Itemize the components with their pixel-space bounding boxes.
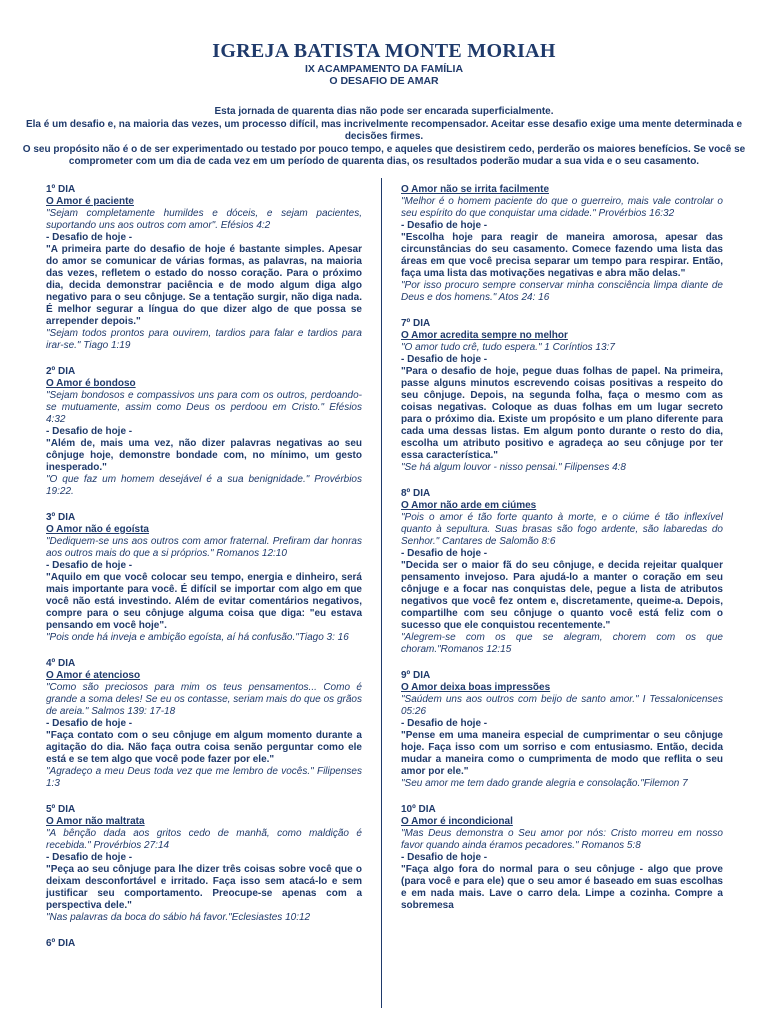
challenge-text: "A primeira parte do desafio de hoje é bastante simples. Apesar do amor se comunicar de várias formas, as palavras, na maioria das vezes, refletem o estado do nosso coração. Para o próximo dia, decida demonstrar paciência e de modo algum diga algo negativo para o seu cônjuge. Se a tentação surgir, não diga nada. É melhor segurar a língua do que dizer algo de que possa se arrepender depois." (46, 244, 362, 327)
challenge-text: "Aquilo em que você colocar seu tempo, energia e dinheiro, será mais importante para você. É difícil se importar com algo em que você não está investindo. Além de evitar comentários negativos, compre para o seu cônjuge alguma coisa que diga: "eu estava pensando em você hoje". (46, 572, 362, 631)
intro-text (22, 106, 746, 169)
closing-verse: "Alegrem-se com os que se alegram, chorem com os que choram."Romanos 12:15 (401, 632, 723, 655)
day-title: 8º DIA (401, 488, 431, 499)
closing-verse: "Pois onde há inveja e ambição egoísta, aí há confusão."Tiago 3: 16 (46, 632, 349, 643)
day-theme: O Amor não se irrita facilmente (401, 184, 550, 195)
day-title: 6º DIA (46, 938, 76, 949)
challenge-label: - Desafio de hoje - (401, 718, 488, 729)
closing-verse: "Seu amor me tem dado grande alegria e consolação."Filemon 7 (401, 778, 688, 789)
day-verse: "Melhor é o homem paciente do que o guerreiro, mais vale controlar o seu espírito do que conquistar uma cidade." Provérbios 16:32 (401, 196, 723, 219)
day-title: 3º DIA (46, 512, 76, 523)
challenge-text: "Faça algo fora do normal para o seu cônjuge - algo que prove (para você e para ele) que o seu amor é baseado em suas escolhas e em nada mais. Lave o carro dela. Limpe a cozinha. Compre a sobremesa (401, 864, 723, 911)
day-theme: O Amor é incondicional (401, 816, 513, 827)
day-section (46, 658, 362, 790)
day-theme: O Amor não é egoísta (46, 524, 149, 535)
closing-verse: "Nas palavras da boca do sábio há favor."Eclesiastes 10:12 (46, 912, 311, 923)
day-verse: "Mas Deus demonstra o Seu amor por nós: Cristo morreu em nosso favor quando ainda éramos pecadores." Romanos 5:8 (401, 828, 723, 851)
day-title: 5º DIA (46, 804, 76, 815)
challenge-label: - Desafio de hoje - (401, 548, 488, 559)
intro-paragraph: O seu propósito não é o de ser experimentado ou testado por pouco tempo, e aqueles que desistirem cedo, perderão os maiores benefícios. Se você se comprometer com um dia de cada vez em um período de quarenta dias, os resultados poderão mudar a sua vida e o seu casamento. (22, 143, 746, 167)
day-theme: O Amor é bondoso (46, 378, 136, 389)
day-section (401, 488, 723, 656)
document-subtitle: O DESAFIO DE AMAR (329, 75, 439, 87)
day-section (46, 184, 362, 352)
day-verse: "Pois o amor é tão forte quanto à morte, e o ciúme é tão inflexível quanto à sepultura. Suas brasas são fogo ardente, são labaredas do Senhor." Cantares de Salomão 8:6 (401, 512, 723, 547)
document-header (0, 40, 768, 87)
left-column (46, 184, 362, 964)
challenge-text: "Decida ser o maior fã do seu cônjuge, e decida rejeitar qualquer pensamento invejoso. Para ajudá-lo a manter o coração em seu cônjuge e a focar nas conquistas dele, pegue a lista de atributos negativos que você fez ontem e, discretamente, queime-a. Depois, compartilhe com seu cônjuge o quanto você está feliz com o sucesso que ele conquistou recentemente." (401, 560, 723, 631)
challenge-label: - Desafio de hoje - (46, 232, 133, 243)
column-divider (381, 178, 382, 1008)
day-title: 10º DIA (401, 804, 436, 815)
closing-verse: "O que faz um homem desejável é a sua benignidade." Provérbios 19:22. (46, 474, 362, 497)
day-title: 7º DIA (401, 318, 431, 329)
day-title: 9º DIA (401, 670, 431, 681)
day-section (401, 670, 723, 790)
closing-verse: "Sejam todos prontos para ouvirem, tardios para falar e tardios para irar-se." Tiago 1:19 (46, 328, 362, 351)
day-verse: "O amor tudo crê, tudo espera." 1 Coríntios 13:7 (401, 342, 615, 353)
day-theme: O Amor deixa boas impressões (401, 682, 551, 693)
day-verse: "Dediquem-se uns aos outros com amor fraternal. Prefiram dar honras aos outros mais do que a si próprios." Romanos 12:10 (46, 536, 362, 559)
intro-paragraph: Ela é um desafio e, na maioria das vezes, um processo difícil, mas incrivelmente recompensador. Aceitar esse desafio exige uma mente determinada e decisões firmes. (25, 118, 743, 142)
challenge-label: - Desafio de hoje - (401, 354, 488, 365)
day-title: 1º DIA (46, 184, 76, 195)
intro-paragraph: Esta jornada de quarenta dias não pode ser encarada superficialmente. (214, 106, 554, 117)
day-theme: O Amor não arde em ciúmes (401, 500, 537, 511)
closing-verse: "Se há algum louvor - nisso pensai." Filipenses 4:8 (401, 462, 626, 473)
day-verse: "A bênção dada aos gritos cedo de manhã, como maldição é recebida." Provérbios 27:14 (46, 828, 362, 851)
day-verse: "Sejam completamente humildes e dóceis, e sejam pacientes, suportando uns aos outros com amor". Efésios 4:2 (46, 208, 362, 231)
day-theme: O Amor é atencioso (46, 670, 141, 681)
day-verse: "Saúdem uns aos outros com beijo de santo amor." I Tessalonicenses 05:26 (401, 694, 723, 717)
challenge-text: "Pense em uma maneira especial de cumprimentar o seu cônjuge hoje. Faça isso com um sorriso e com entusiasmo. Então, decida mudar a maneira como o cumprimenta de modo que reflita o seu amor por ele." (401, 730, 723, 777)
day-section (46, 512, 362, 644)
day-section (401, 804, 723, 912)
day-section (46, 366, 362, 498)
church-name: IGREJA BATISTA MONTE MORIAH (212, 40, 556, 62)
event-title: IX ACAMPAMENTO DA FAMÍLIA (304, 63, 464, 75)
day-title: 2º DIA (46, 366, 76, 377)
challenge-label: - Desafio de hoje - (401, 852, 488, 863)
challenge-text: "Escolha hoje para reagir de maneira amorosa, apesar das circunstâncias do seu casamento. Comece fazendo uma lista das áreas em que você precisa separar um tempo para respirar. Então, faça uma lista das motivações negativas e abra mão delas." (401, 232, 723, 279)
challenge-label: - Desafio de hoje - (46, 852, 133, 863)
closing-verse: "Agradeço a meu Deus toda vez que me lembro de vocês." Filipenses 1:3 (46, 766, 362, 789)
day-theme: O Amor não maltrata (46, 816, 145, 827)
challenge-text: "Para o desafio de hoje, pegue duas folhas de papel. Na primeira, passe alguns minutos escrevendo coisas positivas a respeito do seu cônjuge. Depois, na segunda folha, faça o mesmo com as coisas negativas. Coloque as duas folhas em um lugar secreto para o próximo dia. Existe um propósito e um plano diferente para cada uma dessas listas. Em algum ponto durante o resto do dia, escolha um atributo positivo e agradeça ao seu cônjuge por ter essa característica." (401, 366, 723, 461)
closing-verse: "Por isso procuro sempre conservar minha consciência limpa diante de Deus e dos homens." Atos 24: 16 (401, 280, 723, 303)
challenge-text: "Peça ao seu cônjuge para lhe dizer três coisas sobre você que o deixam desconfortável e irritado. Faça isso sem atacá-lo e sem justificar seu comportamento. Preocupe-se apenas com a perspectiva dele." (46, 864, 362, 911)
day-title: 4º DIA (46, 658, 76, 669)
day-verse: "Sejam bondosos e compassivos uns para com os outros, perdoando-se mutuamente, assim como Deus os perdoou em Cristo." Efésios 4:32 (46, 390, 362, 425)
day-section (46, 938, 362, 950)
challenge-label: - Desafio de hoje - (46, 718, 133, 729)
day-theme: O Amor acredita sempre no melhor (401, 330, 568, 341)
challenge-label: - Desafio de hoje - (46, 426, 133, 437)
challenge-text: "Além de, mais uma vez, não dizer palavras negativas ao seu cônjuge hoje, demonstre bondade com, no mínimo, um gesto inesperado." (46, 438, 362, 473)
day-verse: "Como são preciosos para mim os teus pensamentos... Como é grande a soma deles! Se eu os contasse, seriam mais do que os grãos de areia." Salmos 139: 17-18 (46, 682, 362, 717)
day-theme: O Amor é paciente (46, 196, 134, 207)
day-section (401, 318, 723, 474)
challenge-label: - Desafio de hoje - (401, 220, 488, 231)
challenge-label: - Desafio de hoje - (46, 560, 133, 571)
day-section (401, 184, 723, 304)
challenge-text: "Faça contato com o seu cônjuge em algum momento durante a agitação do dia. Não faça outra coisa senão perguntar como ele está e se tem algo que você pode fazer por ele." (46, 730, 362, 765)
day-section (46, 804, 362, 924)
right-column (401, 184, 723, 926)
